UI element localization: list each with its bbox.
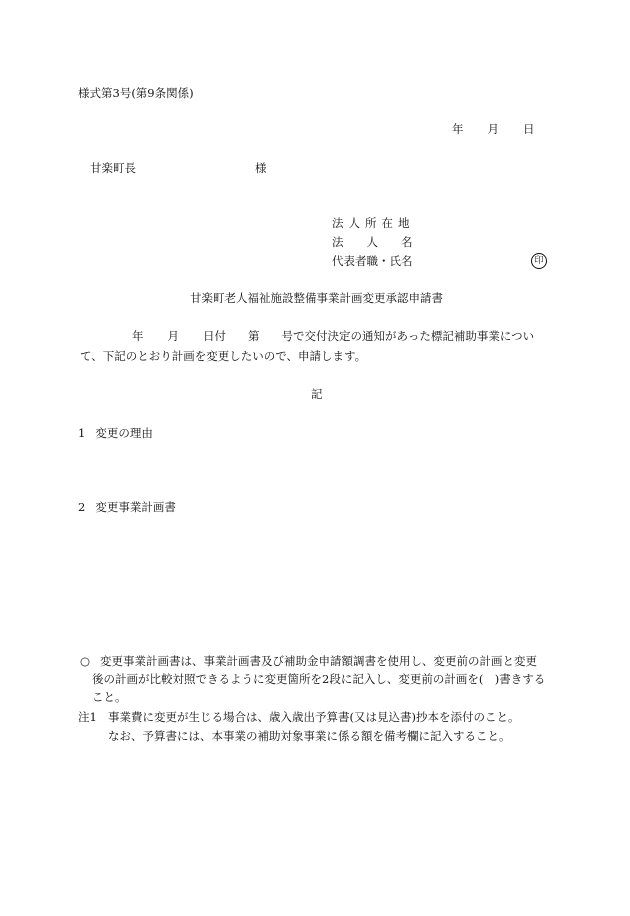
item-1: [78, 428, 153, 440]
document-title: 甘楽町老人福祉施設整備事業計画変更承認申請書: [190, 291, 443, 305]
applicant-address-label: 法人所在地: [332, 216, 415, 230]
form-number: 様式第3号(第9条関係): [78, 86, 194, 100]
item-1-number: 1: [78, 426, 86, 440]
body-line-1: [132, 331, 534, 343]
item-2-number: 2: [78, 500, 86, 514]
ki-heading: 記: [311, 387, 323, 401]
addressee-honorific: 様: [255, 161, 267, 175]
item-1-label: 変更の理由: [95, 426, 153, 440]
date-line: [452, 124, 535, 136]
applicant-name-label: 法 人 名: [332, 235, 413, 249]
item-2: [78, 502, 176, 514]
note-circle-line-1: 変更事業計画書は、事業計画書及び補助金申請額調書を使用し、変更前の計画と変更: [100, 654, 537, 668]
body-line-1-rest: 号で交付決定の通知があった標記補助事業につい: [281, 329, 535, 343]
note-circle-mark: ○: [80, 654, 91, 668]
note-circle-line-2: 後の計画が比較対照できるように変更箇所を2段に記入し、変更前の計画を( )書きする: [92, 672, 546, 686]
applicant-representative-label: 代表者職・氏名: [332, 254, 413, 268]
body-day: 日付: [203, 329, 226, 343]
body-month: 月: [167, 329, 179, 343]
addressee-name: 甘楽町長: [90, 161, 136, 175]
body-line-2: て、下記のとおり計画を変更したいので、申請します。: [80, 349, 367, 363]
note-1-line-2: なお、予算書には、本事業の補助対象事業に係る額を備考欄に記入すること。: [108, 729, 511, 743]
note-circle-line-3: こと。: [92, 690, 127, 704]
date-day: 日: [523, 122, 535, 136]
date-year: 年: [452, 122, 464, 136]
body-year: 年: [132, 329, 144, 343]
item-2-label: 変更事業計画書: [95, 500, 176, 514]
body-number-prefix: 第: [248, 329, 260, 343]
note-1-line-1: 事業費に変更が生じる場合は、歳入歳出予算書(又は見込書)抄本を添付のこと。: [108, 710, 520, 724]
seal-mark: 印: [531, 253, 547, 269]
note-1-mark: 注1: [78, 710, 97, 724]
date-month: 月: [487, 122, 499, 136]
